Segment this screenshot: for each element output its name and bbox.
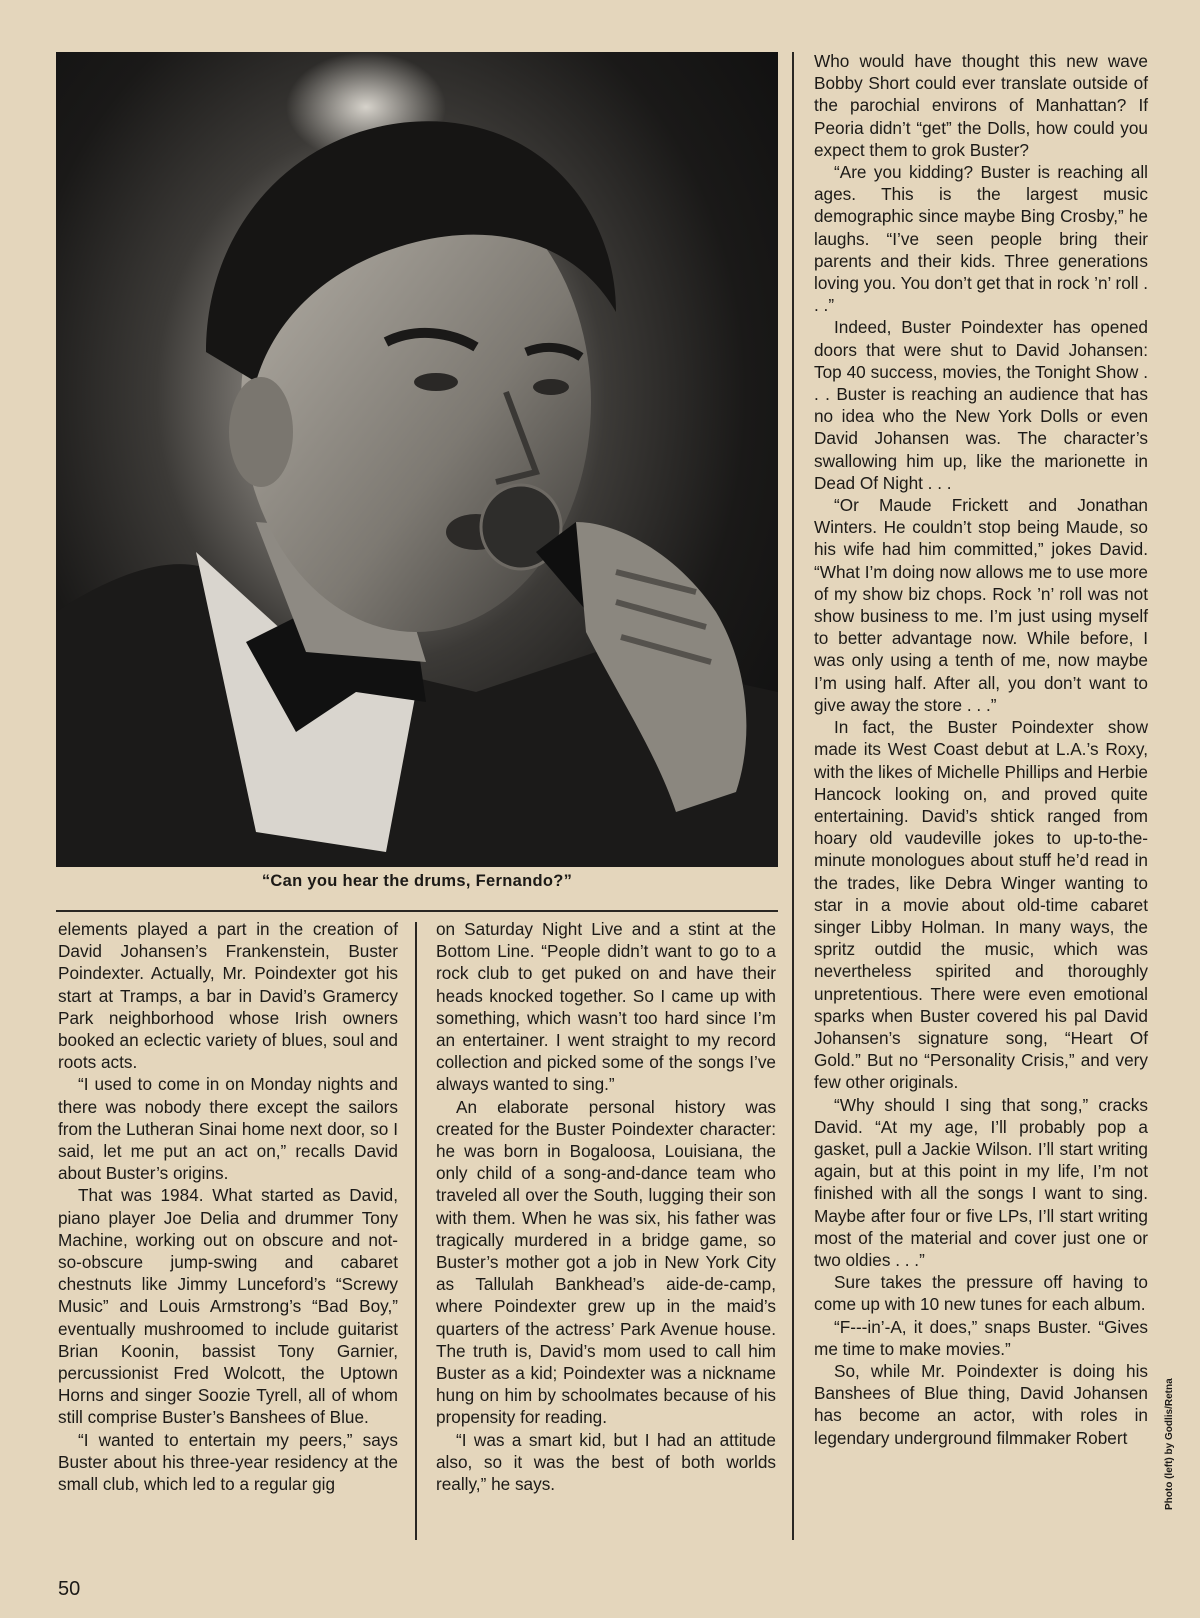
paragraph: So, while Mr. Poindexter is doing his Banshees of Blue thing, David Johansen has become an actor, with roles in legendary underground filmmaker Robert [814, 1360, 1148, 1448]
photo-credit: Photo (left) by Godlis/Retna [1164, 1378, 1175, 1510]
page-number: 50 [58, 1578, 81, 1600]
photo-singer [56, 52, 778, 867]
column-divider-left [415, 922, 417, 1540]
column-right [814, 50, 1148, 1449]
paragraph: “I was a smart kid, but I had an attitude also, so it was the best of both worlds really,” he says. [436, 1429, 776, 1495]
singer-illustration [56, 52, 778, 867]
paragraph: Who would have thought this new wave Bobby Short could ever translate outside of the parochial environs of Manhattan? If Peoria didn’t “get” the Dolls, how could you expect them to grok Buster? [814, 51, 1148, 160]
paragraph: elements played a part in the creation of David Johansen’s Frankenstein, Buster Poindexter. Actually, Mr. Poindexter got his start at Tramps, a bar in David’s Gramercy Park neighborhood whose Irish owners booked an eclectic variety of blues, soul and roots acts. [58, 919, 398, 1073]
column-left [58, 918, 398, 1495]
column-divider-right [792, 52, 794, 1540]
paragraph: “I wanted to entertain my peers,” says Buster about his three-year residency at the small club, which led to a regular gig [58, 1429, 398, 1495]
paragraph: That was 1984. What started as David, piano player Joe Delia and drummer Tony Machine, working out on obscure and not-so-obscure jump-swing and cabaret chestnuts like Jimmy Lunceford’s “Screwy Music” and Louis Armstrong’s “Bad Boy,” eventually mushroomed to include guitarist Brian Koonin, bassist Tony Garnier, percussionist Fred Wolcott, the Uptown Horns and singer Soozie Tyrell, all of whom still comprise Buster’s Banshees of Blue. [58, 1185, 398, 1428]
paragraph: “F---in’-A, it does,” snaps Buster. “Gives me time to make movies.” [814, 1316, 1148, 1359]
paragraph: Sure takes the pressure off having to come up with 10 new tunes for each album. [814, 1272, 1148, 1315]
paragraph: on Saturday Night Live and a stint at the Bottom Line. “People didn’t want to go to a rock club to get puked on and have their heads knocked together. So I came up with something, which wasn’t too hard since I’m an entertainer. I went straight to my record collection and picked some of the songs I’ve always wanted to sing.” [436, 919, 776, 1095]
paragraph: “Are you kidding? Buster is reaching all ages. This is the largest music demographic since maybe Bing Crosby,” he laughs. “I’ve seen people bring their parents and their kids. Three generations loving you. You don’t get that in rock ’n’ roll . . .” [814, 162, 1148, 316]
caption-rule [56, 910, 778, 912]
paragraph: Indeed, Buster Poindexter has opened doors that were shut to David Johansen: Top 40 success, movies, the Tonight Show . . . Buster is reaching an audience that has no idea who the New York Dolls or even David Johansen was. The character’s swallowing him up, like the marionette in Dead Of Night . . . [814, 317, 1148, 493]
paragraph: “Why should I sing that song,” cracks David. “At my age, I’ll probably pop a gasket, pull a Jackie Wilson. I’ll start writing again, but at this point in my life, I’m not finished with all the songs I want to sing. Maybe after four or five LPs, I’ll start writing most of the material and cover just one or two oldies . . .” [814, 1094, 1148, 1270]
paragraph: In fact, the Buster Poindexter show made its West Coast debut at L.A.’s Roxy, with the likes of Michelle Phillips and Herbie Hancock looking on, and proved quite entertaining. David’s shtick ranged from hoary old vaudeville jokes to up-to-the-minute monologues about stuff he’d read in the trades, like Debra Winger wanting to star in a movie about old-time cabaret singer Libby Holman. In many ways, the spritz outdid the music, which was nevertheless spirited and thoroughly unpretentious. There were even emotional sparks when Buster covered his pal David Johansen’s signature song, “Heart Of Gold.” But no “Personality Crisis,” and very few other originals. [814, 717, 1148, 1093]
paragraph: “I used to come in on Monday nights and there was nobody there except the sailors from the Lutheran Sinai home next door, so I said, let me put an act on,” recalls David about Buster’s origins. [58, 1074, 398, 1184]
paragraph: An elaborate personal history was created for the Buster Poindexter character: he was born in Bogaloosa, Louisiana, the only child of a song-and-dance team who traveled all over the South, lugging their son with them. When he was six, his father was tragically murdered in a bridge game, so Buster’s mother got a job in New York City as Tallulah Bankhead’s aide-de-camp, where Poindexter grew up in the maid’s quarters of the actress’ Park Avenue house. The truth is, David’s mom used to call him Buster as a kid; Poindexter was a nickname hung on him by schoolmates because of his propensity for reading. [436, 1096, 776, 1428]
column-middle [436, 918, 776, 1495]
paragraph: “Or Maude Frickett and Jonathan Winters. He couldn’t stop being Maude, so his wife had him committed,” jokes David. “What I’m doing now allows me to use more of my show biz chops. Rock ’n’ roll was not show business to me. I’m just using myself to better advantage now. While before, I was only using a tenth of me, now maybe I’m using half. After all, you don’t want to give away the store . . .” [814, 495, 1148, 715]
photo-caption: “Can you hear the drums, Fernando?” [261, 872, 573, 890]
